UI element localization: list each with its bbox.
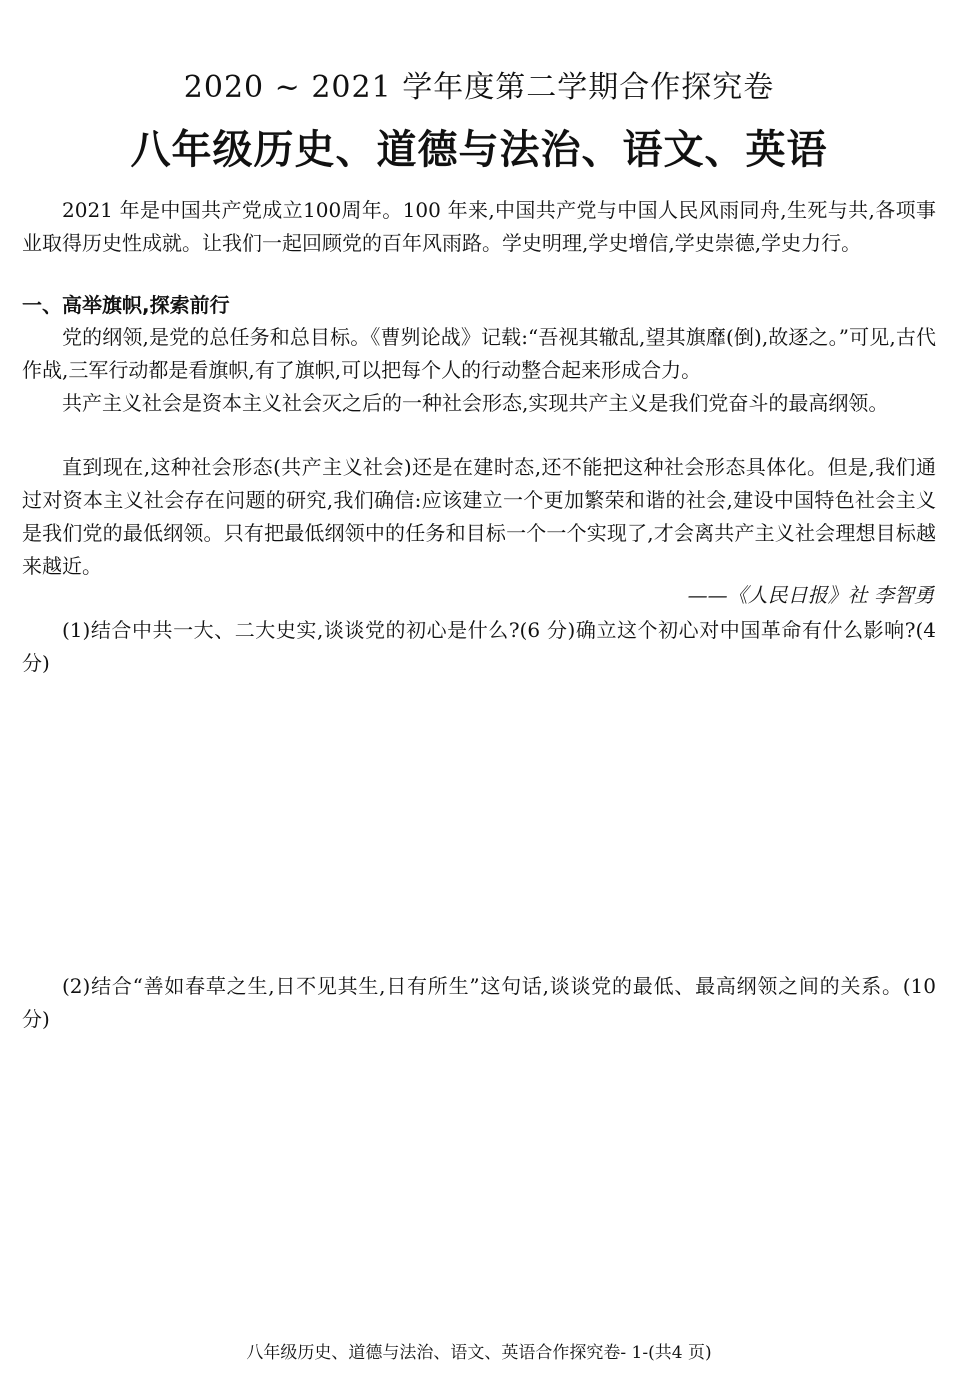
intro-paragraph: 2021 年是中国共产党成立100周年。100 年来,中国共产党与中国人民风雨同舟,生死与共,各项事业取得历史性成就。让我们一起回顾党的百年风雨路。学史明理,学史增信,学史崇德,学史力行。 <box>22 198 936 255</box>
question-2: (2)结合“善如春草之生,日不见其生,日有所生”这句话,谈谈党的最低、最高纲领之间的关系。(10 分) <box>22 974 936 1031</box>
exam-title: 2020 ~ 2021 学年度第二学期合作探究卷 <box>183 70 775 105</box>
page-footer: 八年级历史、道德与法治、语文、英语合作探究卷- 1-(共4 页) <box>246 1343 712 1363</box>
source-citation: ——《人民日报》社 李智勇 <box>687 583 934 607</box>
material-paragraph-1: 党的纲领,是党的总任务和总目标。《曹刿论战》记载:“吾视其辙乱,望其旗靡(倒),故逐之。”可见,古代作战,三军行动都是看旗帜,有了旗帜,可以把每个人的行动整合起来形成合力。 <box>22 325 936 382</box>
exam-subtitle: 八年级历史、道德与法治、语文、英语 <box>130 127 828 173</box>
material-paragraph-3: 直到现在,这种社会形态(共产主义社会)还是在建时态,还不能把这种社会形态具体化。但是,我们通过对资本主义社会存在问题的研究,我们确信:应该建立一个更加繁荣和谐的社会,建设中国特色社会主义是我们党的最低纲领。只有把最低纲领中的任务和目标一个一个实现了,才会离共产主义社会理想目标越来越近。 <box>22 455 936 578</box>
answer-area-1[interactable] <box>22 684 936 964</box>
answer-area-2[interactable] <box>22 1040 936 1320</box>
section-heading: 一、高举旗帜,探索前行 <box>22 293 230 317</box>
material-paragraph-2: 共产主义社会是资本主义社会灭之后的一种社会形态,实现共产主义是我们党奋斗的最高纲领。 <box>62 391 889 415</box>
question-1: (1)结合中共一大、二大史实,谈谈党的初心是什么?(6 分)确立这个初心对中国革命有什么影响?(4 分) <box>22 618 936 675</box>
